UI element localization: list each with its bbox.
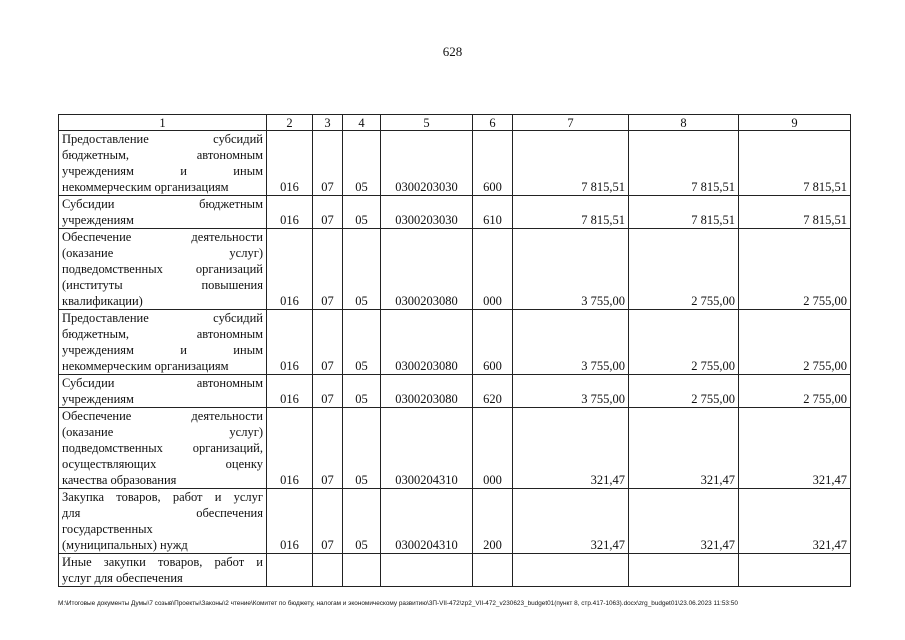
cell-c3: 07 [313, 489, 343, 554]
row-name-line: Предоставление субсидий [62, 132, 263, 146]
cell-c2 [267, 554, 313, 587]
cell-c9: 321,47 [739, 489, 851, 554]
cell-c7: 321,47 [513, 408, 629, 489]
cell-c9: 2 755,00 [739, 375, 851, 408]
cell-c4 [343, 554, 381, 587]
row-name-line: качества образования [62, 473, 177, 487]
cell-c4: 05 [343, 229, 381, 310]
cell-c5: 0300204310 [381, 408, 473, 489]
cell-c8: 2 755,00 [629, 375, 739, 408]
row-name-cell [59, 489, 267, 554]
table-row [59, 408, 851, 489]
cell-c3: 07 [313, 408, 343, 489]
cell-c2: 016 [267, 131, 313, 196]
cell-c6: 000 [473, 408, 513, 489]
cell-c5: 0300203080 [381, 229, 473, 310]
row-name-line: подведомственных организаций [62, 262, 263, 276]
cell-c8: 7 815,51 [629, 196, 739, 229]
row-name-cell [59, 310, 267, 375]
cell-c7: 3 755,00 [513, 375, 629, 408]
cell-c3: 07 [313, 196, 343, 229]
row-name-line: государственных [62, 522, 153, 536]
row-name-line: учреждениям и иным [62, 164, 263, 178]
cell-c5: 0300204310 [381, 489, 473, 554]
table-row [59, 229, 851, 310]
table-row [59, 310, 851, 375]
cell-c6 [473, 554, 513, 587]
cell-c2: 016 [267, 375, 313, 408]
cell-c8: 321,47 [629, 489, 739, 554]
cell-c2: 016 [267, 408, 313, 489]
table-row [59, 196, 851, 229]
cell-c8: 2 755,00 [629, 310, 739, 375]
cell-c9: 7 815,51 [739, 131, 851, 196]
cell-c7 [513, 554, 629, 587]
header-cell: 5 [381, 115, 473, 131]
header-cell: 6 [473, 115, 513, 131]
cell-c6: 200 [473, 489, 513, 554]
row-name-line: Обеспечение деятельности [62, 230, 263, 244]
row-name-cell [59, 196, 267, 229]
file-path-footer: М:\Итоговые документы Думы\7 созыв\Проекты\Законы\2 чтение\Комитет по бюджету, налогам и экономическому развитию\3П-VII-472\zp2_VII-472_v230623_budget01(пункт 8, стр.417-1063).docx\zrg_budget01\23.06.2023 11:53:50 [58, 600, 738, 607]
header-cell: 9 [739, 115, 851, 131]
row-name-line: услуг для обеспечения [62, 571, 183, 585]
header-cell: 2 [267, 115, 313, 131]
cell-c6: 600 [473, 310, 513, 375]
cell-c8: 7 815,51 [629, 131, 739, 196]
page-number: 628 [442, 44, 463, 59]
cell-c9: 321,47 [739, 408, 851, 489]
cell-c5 [381, 554, 473, 587]
cell-c9 [739, 554, 851, 587]
cell-c2: 016 [267, 229, 313, 310]
cell-c3: 07 [313, 229, 343, 310]
row-name-line: (оказание услуг) [62, 246, 263, 260]
row-name-line: некоммерческим организациям [62, 180, 229, 194]
cell-c2: 016 [267, 310, 313, 375]
cell-c4: 05 [343, 489, 381, 554]
row-name-line: для обеспечения [62, 506, 263, 520]
row-name-line: Субсидии автономным [62, 376, 263, 390]
cell-c4: 05 [343, 375, 381, 408]
header-cell: 7 [513, 115, 629, 131]
cell-c4: 05 [343, 131, 381, 196]
cell-c9: 7 815,51 [739, 196, 851, 229]
header-cell: 1 [59, 115, 267, 131]
cell-c5: 0300203030 [381, 131, 473, 196]
cell-c8 [629, 554, 739, 587]
row-name-line: Обеспечение деятельности [62, 409, 263, 423]
cell-c3: 07 [313, 375, 343, 408]
table-row [59, 489, 851, 554]
row-name-cell [59, 554, 267, 587]
row-name-line: учреждениям и иным [62, 343, 263, 357]
header-cell: 8 [629, 115, 739, 131]
cell-c4: 05 [343, 408, 381, 489]
row-name-line: учреждениям [62, 213, 134, 227]
cell-c8: 2 755,00 [629, 229, 739, 310]
cell-c5: 0300203030 [381, 196, 473, 229]
row-name-line: квалификации) [62, 294, 143, 308]
header-cell: 4 [343, 115, 381, 131]
cell-c2: 016 [267, 489, 313, 554]
budget-table [58, 114, 851, 587]
row-name-line: Закупка товаров, работ и услуг [62, 490, 263, 504]
cell-c7: 7 815,51 [513, 196, 629, 229]
row-name-line: (оказание услуг) [62, 425, 263, 439]
row-name-line: осуществляющих оценку [62, 457, 263, 471]
row-name-line: (институты повышения [62, 278, 263, 292]
cell-c5: 0300203080 [381, 375, 473, 408]
cell-c4: 05 [343, 196, 381, 229]
cell-c3: 07 [313, 131, 343, 196]
table-row [59, 131, 851, 196]
table-row [59, 375, 851, 408]
row-name-cell [59, 408, 267, 489]
cell-c3: 07 [313, 310, 343, 375]
row-name-line: бюджетным, автономным [62, 148, 263, 162]
row-name-line: бюджетным, автономным [62, 327, 263, 341]
row-name-line: (муниципальных) нужд [62, 538, 188, 552]
cell-c6: 600 [473, 131, 513, 196]
row-name-line: учреждениям [62, 392, 134, 406]
table-row [59, 554, 851, 587]
row-name-line: Предоставление субсидий [62, 311, 263, 325]
cell-c9: 2 755,00 [739, 310, 851, 375]
cell-c3 [313, 554, 343, 587]
cell-c6: 620 [473, 375, 513, 408]
cell-c9: 2 755,00 [739, 229, 851, 310]
cell-c7: 3 755,00 [513, 229, 629, 310]
cell-c5: 0300203080 [381, 310, 473, 375]
cell-c7: 7 815,51 [513, 131, 629, 196]
cell-c4: 05 [343, 310, 381, 375]
row-name-cell [59, 131, 267, 196]
cell-c6: 000 [473, 229, 513, 310]
header-cell: 3 [313, 115, 343, 131]
cell-c6: 610 [473, 196, 513, 229]
row-name-line: Иные закупки товаров, работ и [62, 555, 263, 569]
row-name-line: некоммерческим организациям [62, 359, 229, 373]
cell-c8: 321,47 [629, 408, 739, 489]
cell-c7: 3 755,00 [513, 310, 629, 375]
table-header-row [59, 115, 851, 131]
cell-c7: 321,47 [513, 489, 629, 554]
row-name-line: Субсидии бюджетным [62, 197, 263, 211]
row-name-cell [59, 229, 267, 310]
row-name-cell [59, 375, 267, 408]
cell-c2: 016 [267, 196, 313, 229]
row-name-line: подведомственных организаций, [62, 441, 263, 455]
